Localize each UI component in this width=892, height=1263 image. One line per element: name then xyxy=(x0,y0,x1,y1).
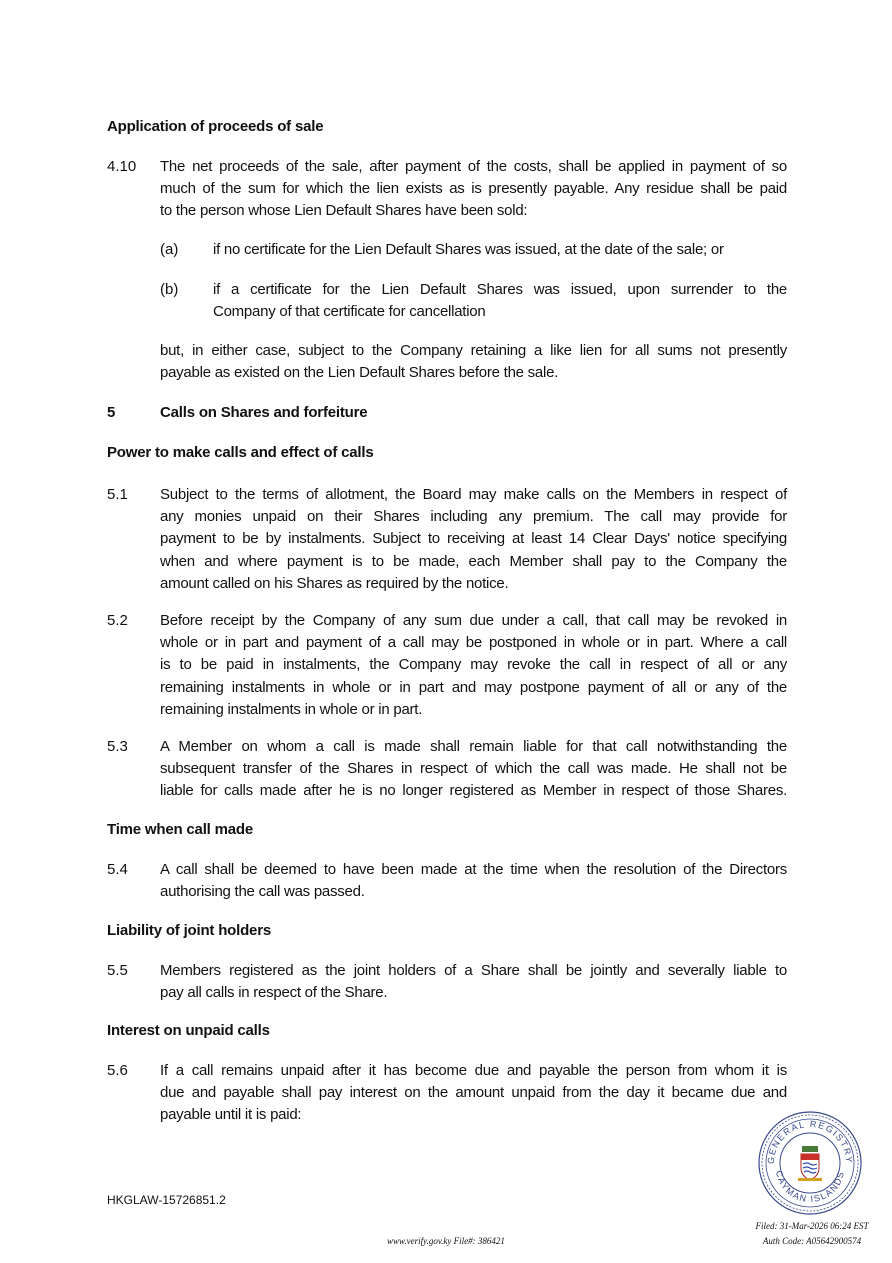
clause-5-2-text: Before receipt by the Company of any sum due under a call, that call may be revoked in whole or in part and payment of a call may be postponed in whole or in part. Where a call is to be paid in instalments, the Company may revoke the call in respect of all or any remaining instalments in whole or in part and may postpone payment of all or any of the remaining instalments in whole or in part. xyxy=(160,612,787,718)
svg-text:GENERAL REGISTRY: GENERAL REGISTRY xyxy=(765,1118,855,1165)
heading-power-to-make-calls: Power to make calls and effect of calls xyxy=(107,444,374,461)
filed-timestamp: Filed: 31-Mar-2026 06:24 EST xyxy=(755,1221,869,1231)
heading-time-when-call-made: Time when call made xyxy=(107,821,253,838)
registry-seal xyxy=(757,1110,863,1216)
coat-of-arms-icon xyxy=(798,1146,822,1181)
clause-5-3-text: A Member on whom a call is made shall remain liable for that call notwithstanding the subsequent transfer of the Shares in respect of which the call was made. He shall not be liable for calls made after he is no longer registered as Member in respect of those Shares. xyxy=(160,738,787,800)
section-title-calls-on-shares: Calls on Shares and forfeiture xyxy=(160,404,368,421)
document-reference: HKGLAW-15726851.2 xyxy=(107,1193,226,1207)
clause-4-10-text: The net proceeds of the sale, after payment of the costs, shall be applied in payment of so much of the sum for which the lien exists as is presently payable. Any residue shall be paid to the person whose Lien Default Shares have been sold: xyxy=(160,158,787,220)
clause-number-5-6: 5.6 xyxy=(107,1062,128,1079)
clause-number-5-3: 5.3 xyxy=(107,738,128,755)
clause-number-5-4: 5.4 xyxy=(107,861,128,878)
seal-ring-icon xyxy=(757,1110,863,1216)
clause-5-4-text: A call shall be deemed to have been made at the time when the resolution of the Directors authorising the call was passed. xyxy=(160,861,787,901)
clause-number-5-5: 5.5 xyxy=(107,962,128,979)
clause-5-5-text: Members registered as the joint holders of a Share shall be jointly and severally liable to pay all calls in respect of the Share. xyxy=(160,962,787,1002)
auth-code: Auth Code: A05642900574 xyxy=(762,1236,862,1246)
heading-liability-of-joint-holders: Liability of joint holders xyxy=(107,922,271,939)
continuation-text: but, in either case, subject to the Company retaining a like lien for all sums not presently payable as existed on the Lien Default Shares before the sale. xyxy=(160,342,787,382)
heading-interest-on-unpaid-calls: Interest on unpaid calls xyxy=(107,1022,270,1039)
clause-number-5-2: 5.2 xyxy=(107,612,128,629)
verify-file-number: www.verify.gov.ky File#: 386421 xyxy=(387,1236,505,1246)
clause-number-4-10: 4.10 xyxy=(107,158,137,175)
svg-text:CAYMAN ISLANDS: CAYMAN ISLANDS xyxy=(773,1169,846,1205)
heading-application-of-proceeds: Application of proceeds of sale xyxy=(107,118,324,135)
section-number-5: 5 xyxy=(107,404,116,421)
clause-number-5-1: 5.1 xyxy=(107,486,128,503)
subclause-label-b: (b) xyxy=(160,281,179,298)
subclause-a-text: if no certificate for the Lien Default Shares was issued, at the date of the sale; or xyxy=(213,241,724,258)
subclause-b-text: if a certificate for the Lien Default Shares was issued, upon surrender to the Company of that certificate for cancellation xyxy=(213,281,787,321)
subclause-label-a: (a) xyxy=(160,241,179,258)
clause-5-6-text: If a call remains unpaid after it has become due and payable the person from whom it is due and payable shall pay interest on the amount unpaid from the day it became due and payable until it is paid: xyxy=(160,1062,787,1124)
clause-5-1-text: Subject to the terms of allotment, the Board may make calls on the Members in respect of any monies unpaid on their Shares including any premium. The call may provide for payment to be by instalments. Subject to receiving at least 14 Clear Days' notice specifying when and where payment is to be made, each Member shall pay to the Company the amount called on his Shares as required by the notice. xyxy=(160,486,787,592)
